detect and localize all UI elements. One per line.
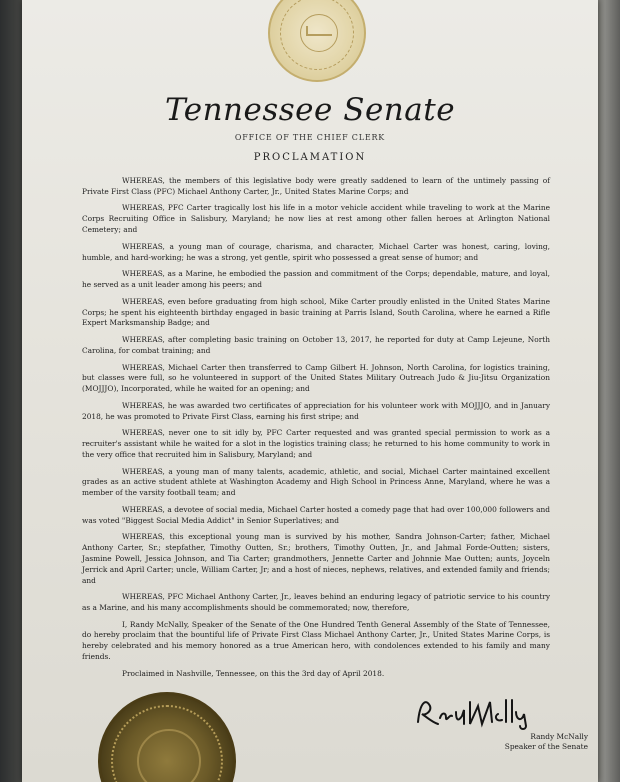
paragraph: WHEREAS, Michael Carter then transferred to Camp Gilbert H. Johnson, North Carolina, for logistics training, but classes were full, so he volunteered in support of the United States Military Outreach Judo & Jiu-Jitsu Organization (MOJJJO), Incorporated, while he waited for an opening; and	[82, 362, 550, 394]
paragraph: WHEREAS, PFC Carter tragically lost his life in a motor vehicle accident while traveling to work at the Marine Corps Recruiting Office in Salisbury, Maryland; he now lies at rest among other fallen heroes at Arlington National Cemetery; and	[82, 203, 550, 235]
paragraph: WHEREAS, PFC Michael Anthony Carter, Jr., leaves behind an enduring legacy of patriotic service to his country as a Marine, and his many accomplishments should be commemorated; now, therefore,	[82, 592, 550, 612]
paragraph: WHEREAS, a young man of courage, charisma, and character, Michael Carter was honest, caring, loving, humble, and hard-working; he was a strong, yet gentle, spirit who possessed a great sense of humor; and	[82, 241, 550, 262]
signer-title: Speaker of the Senate	[504, 742, 588, 751]
paragraph: WHEREAS, after completing basic training on October 13, 2017, he reported for duty at Camp Lejeune, North Carolina, for combat training; and	[82, 335, 550, 355]
paragraph: WHEREAS, the members of this legislative body were greatly saddened to learn of the untimely passing of Private First Class (PFC) Michael Anthony Carter, Jr., United States Marine Corps; and	[82, 176, 550, 196]
office-subtitle: OFFICE OF THE CHIEF CLERK	[234, 133, 386, 142]
paragraph: I, Randy McNally, Speaker of the Senate of the One Hundred Tenth General Assembly of the State of Tennessee, do hereby proclaim that the bountiful life of Private First Class Michael Anthony Carter, Jr., United States Marine Corps, is hereby celebrated and his memory honored as a true American hero, with condolences extended to his family and many friends.	[82, 619, 550, 662]
paragraph: WHEREAS, this exceptional young man is survived by his mother, Sandra Johnson-Carter; father, Michael Anthony Carter, Sr.; stepfather, Timothy Outten, Sr.; brothers, Timothy Outten, Jr., and Jahmal Forde-Outten; sisters, Jasmine Powell, Jessica Johnson, and Tia Carter; grandmothers, Jennette Carter and Johnnie Mae Outten; aunts, Joyceln Jerrick and April Carter; uncle, William Carter, Jr; and a host of nieces, nephews, relatives, and extended family and friends; and	[82, 532, 550, 585]
paragraph: WHEREAS, a young man of many talents, academic, athletic, and social, Michael Carter maintained excellent grades as an active student athlete at Washington Academy and High School in Princess Anne, Maryland, where he was a member of the varsity football team; and	[82, 466, 550, 498]
closing-line: Proclaimed in Nashville, Tennessee, on this the 3rd day of April 2018.	[122, 668, 385, 678]
tennessee-seal-top-icon	[268, 0, 366, 82]
proclamation-body	[82, 176, 550, 685]
signer-name: Randy McNally	[530, 732, 588, 741]
handwritten-signature	[412, 692, 532, 732]
document-title: Tennessee Senate	[164, 92, 456, 128]
paragraph: WHEREAS, he was awarded two certificates of appreciation for his volunteer work with MOJJJO, and in January 2018, he was promoted to Private First Class, earning his first stripe; and	[82, 400, 550, 421]
proclamation-document	[22, 0, 598, 782]
state-seal-embossed-icon	[98, 692, 236, 782]
proclamation-heading: PROCLAMATION	[253, 152, 367, 163]
paragraph: WHEREAS, as a Marine, he embodied the passion and commitment of the Corps; dependable, mature, and loyal, he served as a unit leader among his peers; and	[82, 269, 550, 290]
paragraph: WHEREAS, a devotee of social media, Michael Carter hosted a comedy page that had over 100,000 followers and was voted "Biggest Social Media Addict" in Senior Superlatives; and	[82, 504, 550, 525]
paragraph: WHEREAS, even before graduating from high school, Mike Carter proudly enlisted in the United States Marine Corps; he spent his eighteenth birthday engaged in basic training at Parris Island, South Carolina, where he earned a Rifle Expert Marksmanship Badge; and	[82, 296, 550, 328]
paragraph: WHEREAS, never one to sit idly by, PFC Carter requested and was granted special permission to work as a recruiter's assistant while he waited for a slot in the logistics training class; he returned to his home community to work in the very office that recruited him in Salisbury, Maryland; and	[82, 428, 550, 459]
